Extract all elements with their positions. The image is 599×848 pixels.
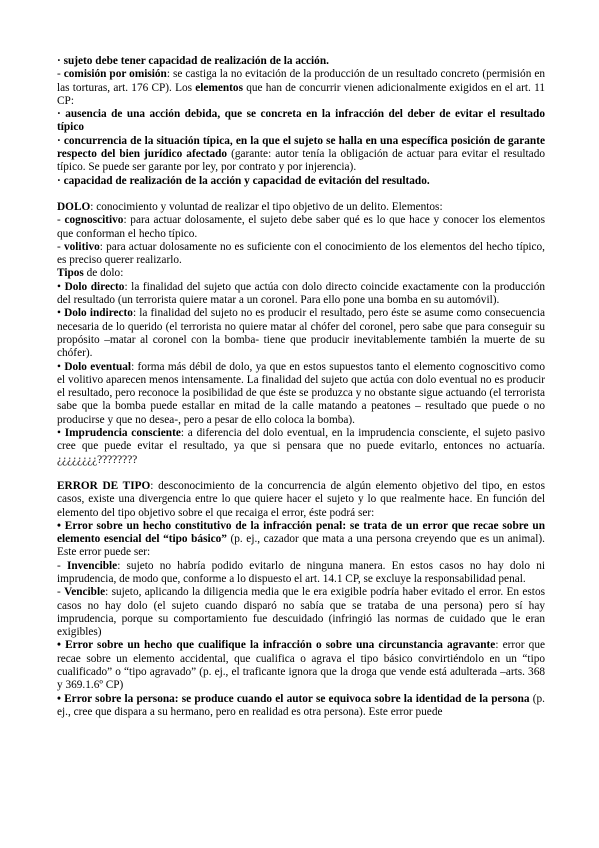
spacer <box>57 188 545 201</box>
paragraph-cognoscitivo: - cognoscitivo: para actuar dolosamente, el sujeto debe saber qué es lo que hace y conocer los elementos que conforman el hecho típico. <box>57 214 545 240</box>
paragraph-error-cualifique: • Error sobre un hecho que cualifique la infracción o sobre una circunstancia agravante: error que recae sobre un elemento accidental, que cualifica o agrava el tipo básico convirtiéndolo en un “tipo cualificado” o “tipo agravado” (p. ej., el traficante ignora que la droga que vende está adulterada –arts. 368 y 369.1.6º CP) <box>57 639 545 692</box>
paragraph-ausencia-accion: · ausencia de una acción debida, que se concreta en la infracción del deber de evitar el resultado típico <box>57 108 545 134</box>
term-volitivo: volitivo <box>64 240 100 253</box>
bold-text: · sujeto debe tener capacidad de realización de la acción. <box>57 55 329 67</box>
paragraph-capacity-action <box>57 55 545 68</box>
paragraph-capacidad-evitacion: · capacidad de realización de la acción y capacidad de evitación del resultado. <box>57 174 430 187</box>
heading-dolo: DOLO <box>57 200 91 213</box>
paragraph-dolo-indirecto: • Dolo indirecto: la finalidad del sujeto no es producir el resultado, pero éste se asume como consecuencia necesaria de lo querido (el terrorista no quiere matar al chófer del coronel, pero sabe que para conseguir su propósito –matar al coronel con la bomba- tiene que producir inevitablemente también la muerte de su chófer). <box>57 307 545 360</box>
document-page <box>57 55 545 719</box>
term-invencible: Invencible <box>66 559 118 572</box>
term-cognoscitivo: cognoscitivo <box>64 214 124 227</box>
paragraph-tipos-dolo: Tipos de dolo: <box>57 267 124 280</box>
term-dolo-directo: Dolo directo <box>64 280 125 293</box>
paragraph-vencible: - Vencible: sujeto, aplicando la diligencia media que le era exigible podría haber evitado el error. En estos casos no hay dolo (el sujeto cuando disparó no sabía que se trataba de una persona) pero sí hay imprudencia, porque su comportamiento fue descuidado (infringió las normas de cuidado que le eran exigibles) <box>57 586 545 639</box>
paragraph-error-persona: • Error sobre la persona: se produce cuando el autor se equivoca sobre la identidad de la persona (p. ej., cree que dispara a su hermano, pero en realidad es otra persona). Este error puede <box>57 692 545 718</box>
term-comision-por-omision: comisión por omisión <box>63 68 167 81</box>
paragraph-error-hecho-constitutivo: • Error sobre un hecho constitutivo de la infracción penal: se trata de un error que recae sobre un elemento esencial del “tipo básico” (p. ej., cazador que mata a una persona creyendo que es un animal). Este error puede ser: <box>57 519 545 559</box>
term-dolo-eventual: Dolo eventual <box>64 360 132 373</box>
paragraph-volitivo: - volitivo: para actuar dolosamente no es suficiente con el conocimiento de los elementos del hecho típico, es preciso querer realizarlo. <box>57 240 545 267</box>
term-tipos: Tipos <box>57 267 84 280</box>
paragraph-situacion-tipica: · concurrencia de la situación típica, en la que el sujeto se halla en una específica posición de garante respecto del bien jurídico afectado (garante: autor tenía la obligación de actuar para evitar el resultado típico. Se puede ser garante por ley, por contrato y por injerencia). <box>57 134 545 174</box>
paragraph-dolo-directo: • Dolo directo: la finalidad del sujeto que actúa con dolo directo coincide exactamente con la producción del resultado (un terrorista quiere matar a un coronel. Para ello pone una bomba en su automóvil). <box>57 280 545 307</box>
term-imprudencia-consciente: Imprudencia consciente <box>64 427 181 440</box>
paragraph-error-de-tipo: ERROR DE TIPO: desconocimiento de la concurrencia de algún elemento objetivo del tipo, en estos casos, existe una divergencia entre lo que quiere hacer el sujeto y lo que realmente hace. En función del elemento del tipo objetivo sobre el que recaiga el error, éste podrá ser: <box>57 479 545 519</box>
term-elementos: elementos <box>195 81 243 94</box>
term-dolo-indirecto: Dolo indirecto <box>64 307 133 320</box>
paragraph-dolo-definition: DOLO: conocimiento y voluntad de realizar el tipo objetivo de un delito. Elementos: <box>57 200 443 213</box>
paragraph-comision-por-omision: - comisión por omisión: se castiga la no evitación de la producción de un resultado concreto (permisión en las torturas, art. 176 CP). Los elementos que han de concurrir vienen adicionalmente exigidos en el art. 11 CP: <box>57 68 546 107</box>
heading-error-de-tipo: ERROR DE TIPO <box>57 479 151 492</box>
paragraph-invencible: - Invencible: sujeto no habría podido evitarlo de ninguna manera. En estos casos no hay dolo ni imprudencia, de modo que, conforme a lo dispuesto el art. 14.1 CP, se excluye la responsabilidad penal. <box>57 559 545 585</box>
spacer <box>57 467 545 480</box>
paragraph-dolo-eventual: • Dolo eventual: forma más débil de dolo, ya que en estos supuestos tanto el elemento cognoscitivo como el volitivo aparecen menos intensamente. La finalidad del sujeto que actúa con dolo eventual no es producir el resultado, pero reconoce la posibilidad de que éste se produzca y no obstante sigue actuando (el terrorista sabe que la bomba puede estallar en mitad de la calle matando a peatones – resultado que puede o no producirse y que no desea-, pero a pesar de ello coloca la bomba). <box>57 360 545 426</box>
paragraph-imprudencia-consciente: • Imprudencia consciente: a diferencia del dolo eventual, en la imprudencia consciente, el sujeto pasivo cree que puede evitar el resultado, ya que si pensara que no puede evitarlo, entonces no actuaría. ¿¿¿¿¿¿¿¿???????? <box>57 427 545 466</box>
term-vencible: Vencible <box>64 586 106 599</box>
